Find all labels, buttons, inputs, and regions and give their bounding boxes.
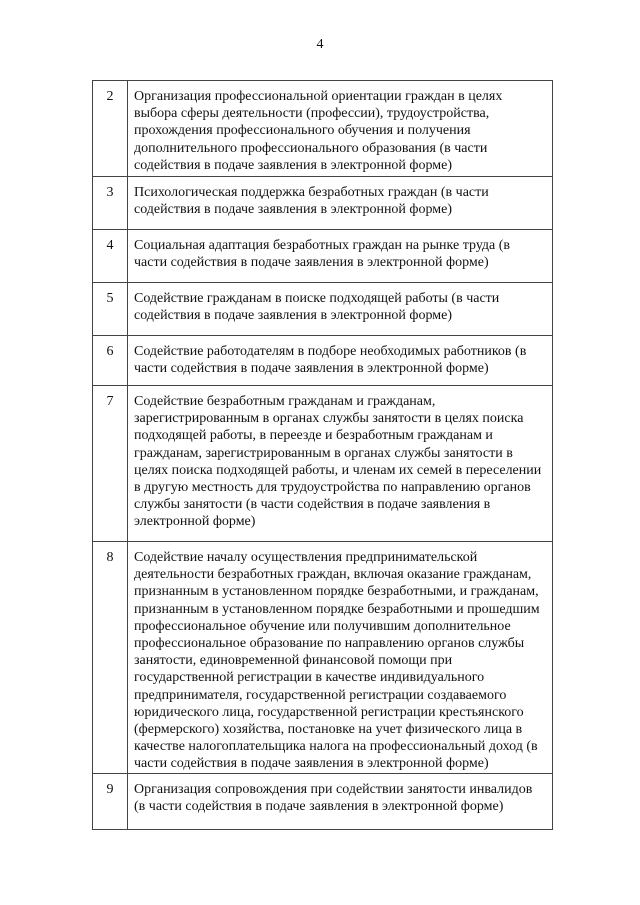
row-number: 2	[93, 81, 128, 177]
table-row	[93, 542, 553, 774]
row-number: 9	[93, 773, 128, 829]
row-number: 8	[93, 542, 128, 774]
row-description: Социальная адаптация безработных граждан на рынке труда (в части содействия в подаче заявления в электронной форме)	[128, 230, 553, 283]
table-row	[93, 386, 553, 542]
row-number: 7	[93, 386, 128, 542]
table-row	[93, 773, 553, 829]
table-row	[93, 283, 553, 336]
row-description: Содействие работодателям в подборе необходимых работников (в части содействия в подаче заявления в электронной форме)	[128, 336, 553, 386]
table-row	[93, 336, 553, 386]
table-row	[93, 230, 553, 283]
table-row	[93, 81, 553, 177]
row-description: Содействие безработным гражданам и гражданам, зарегистрированным в органах службы занятости в целях поиска подходящей работы, в переезде и безработным гражданам и гражданам, зарегистрированным в органах службы занятости в целях поиска подходящей работы, и членам их семей в переселении в другую местность для трудоустройства по направлению органов службы занятости (в части содействия в подаче заявления в электронной форме)	[128, 386, 553, 542]
row-number: 4	[93, 230, 128, 283]
row-description: Психологическая поддержка безработных граждан (в части содействия в подаче заявления в электронной форме)	[128, 177, 553, 230]
row-number: 5	[93, 283, 128, 336]
row-description: Содействие гражданам в поиске подходящей работы (в части содействия в подаче заявления в электронной форме)	[128, 283, 553, 336]
row-description: Организация сопровождения при содействии занятости инвалидов (в части содействия в подаче заявления в электронной форме)	[128, 773, 553, 829]
row-description: Организация профессиональной ориентации граждан в целях выбора сферы деятельности (профессии), трудоустройства, прохождения профессионального обучения и получения дополнительного профессионального образования (в части содействия в подаче заявления в электронной форме)	[128, 81, 553, 177]
row-number: 6	[93, 336, 128, 386]
services-table	[92, 80, 553, 830]
page-number: 4	[316, 37, 324, 52]
row-description: Содействие началу осуществления предпринимательской деятельности безработных граждан, включая оказание гражданам, признанным в установленном порядке безработными, и гражданам, признанным в установленном порядке безработными и прошедшим профессиональное обучение или получившим дополнительное профессиональное образование по направлению органов службы занятости, единовременной финансовой помощи при государственной регистрации в качестве индивидуального предпринимателя, государственной регистрации создаваемого юридического лица, государственной регистрации крестьянского (фермерского) хозяйства, постановке на учет физического лица в качестве налогоплательщика налога на профессиональный доход (в части содействия в подаче заявления в электронной форме)	[128, 542, 553, 774]
row-number: 3	[93, 177, 128, 230]
table-row	[93, 177, 553, 230]
